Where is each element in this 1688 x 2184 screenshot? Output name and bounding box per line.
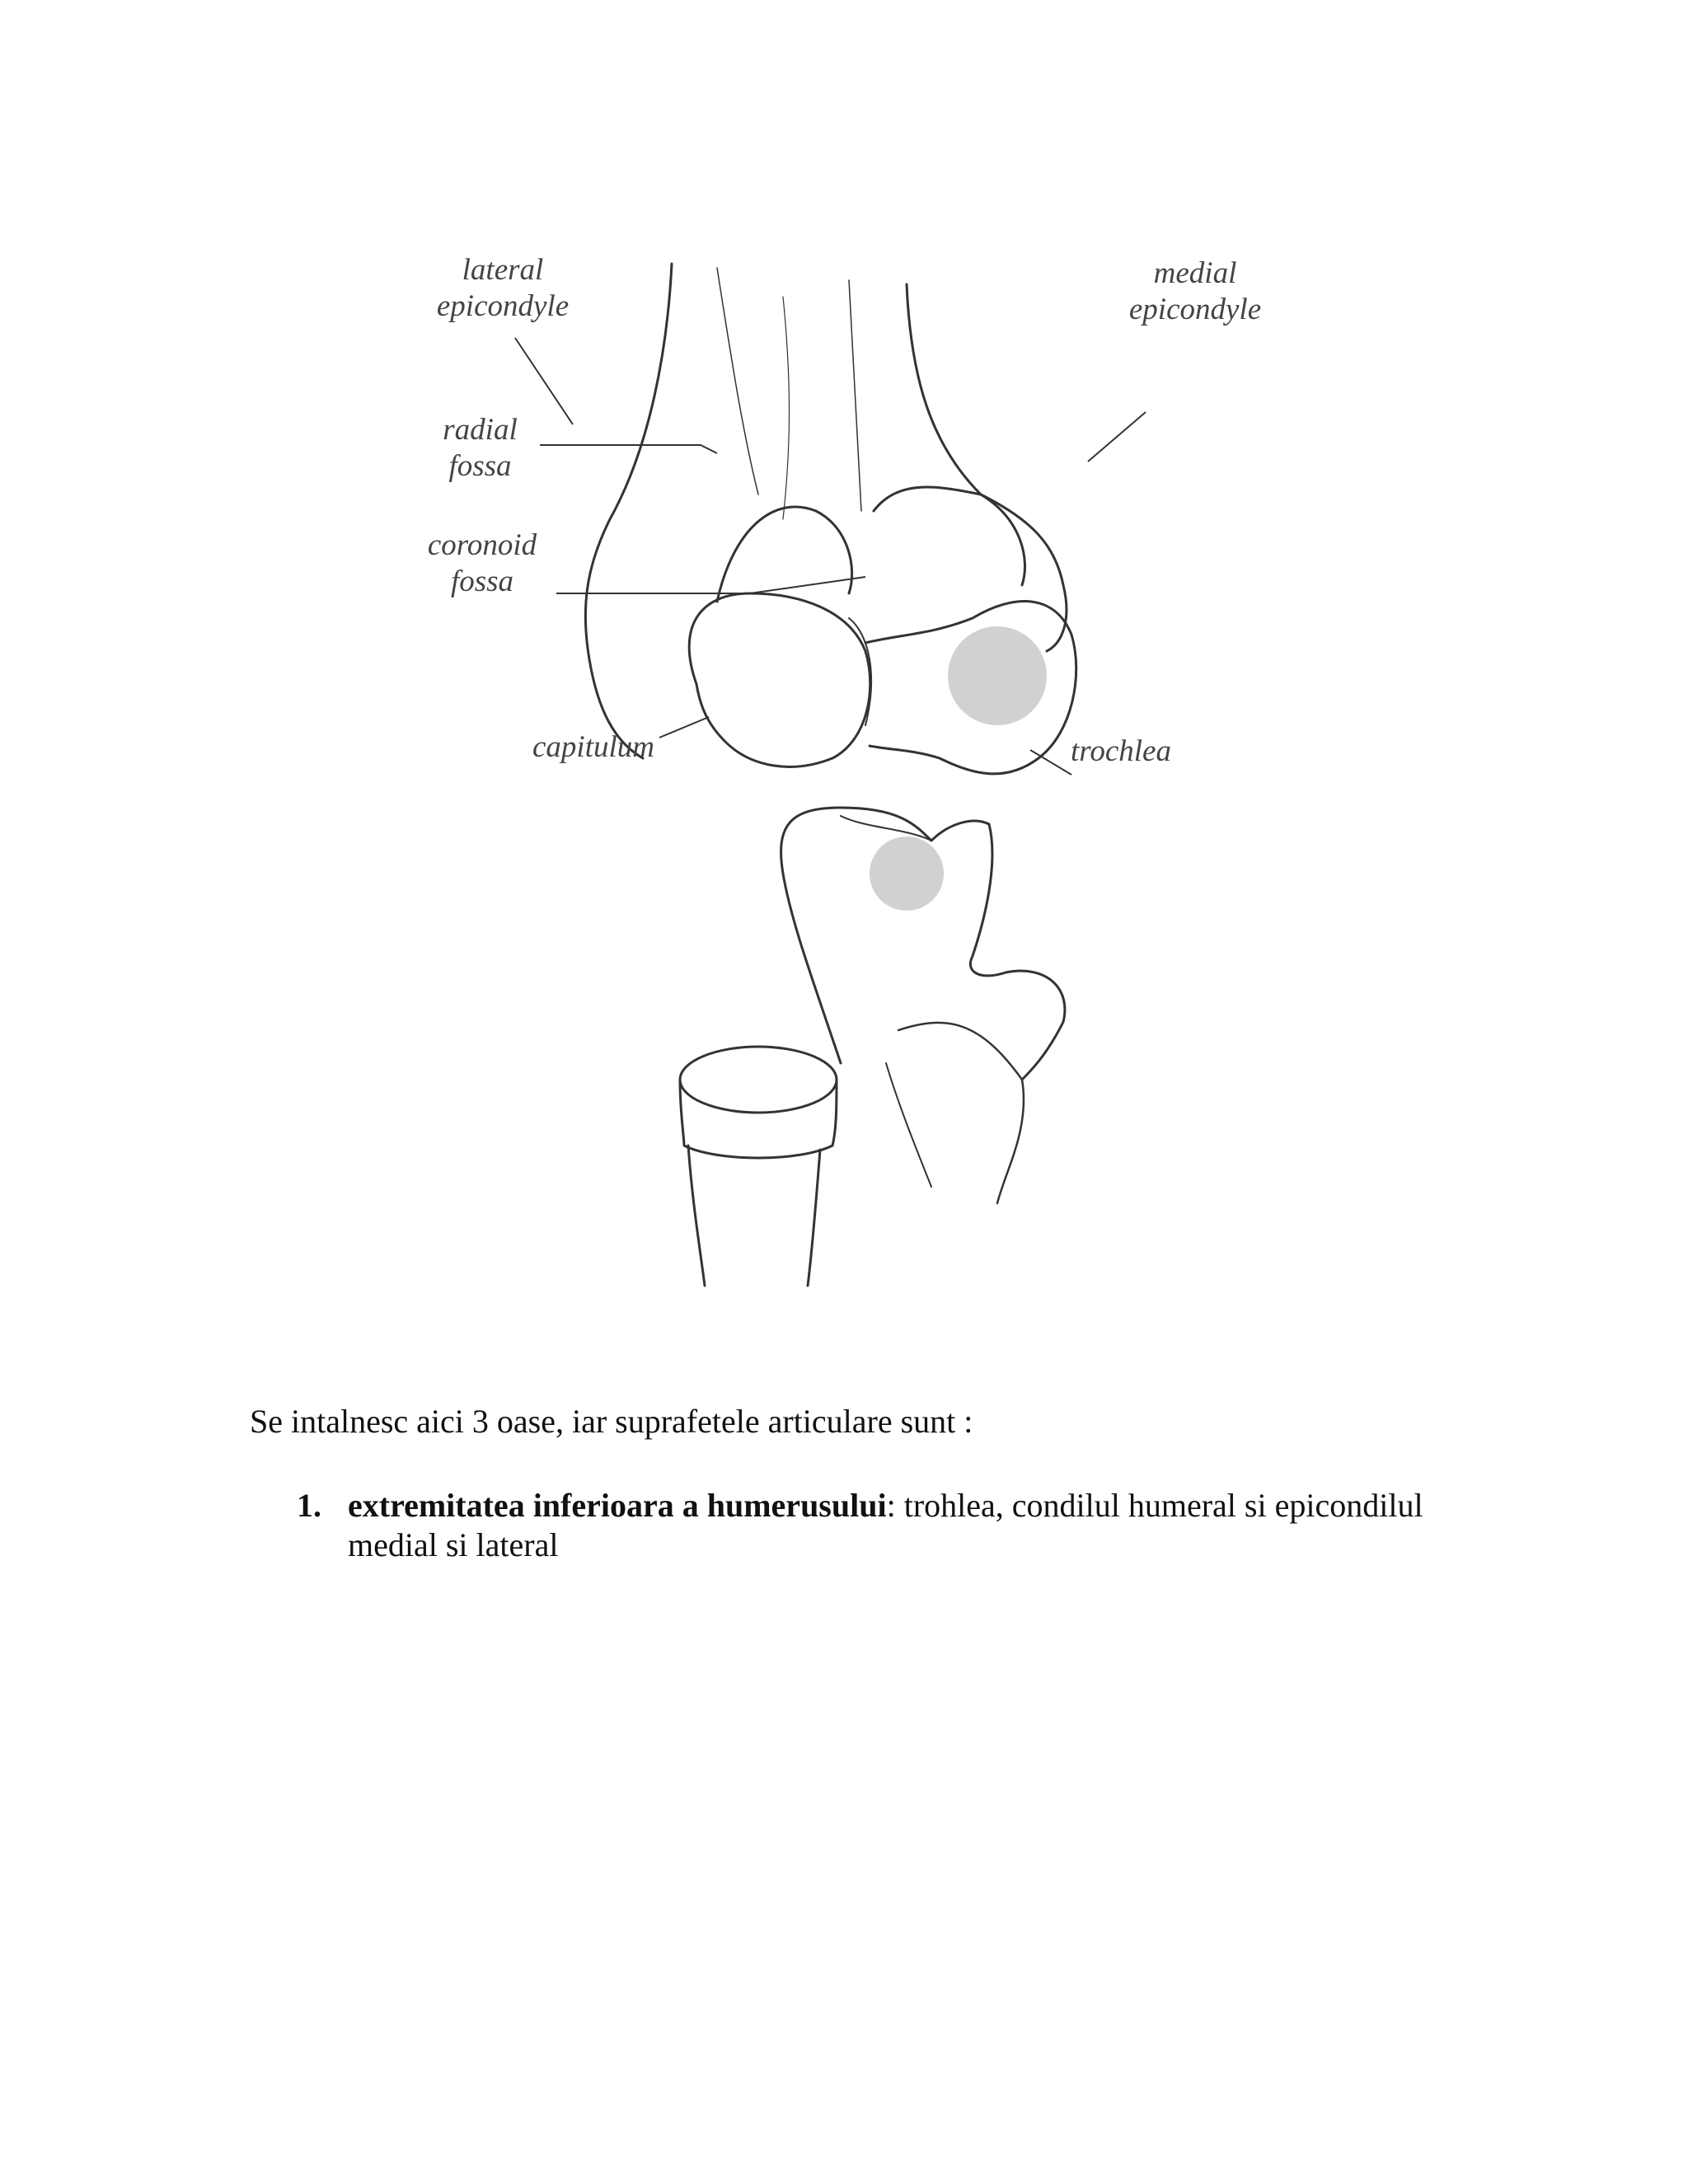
medial-epicondyle-leader xyxy=(1088,412,1146,462)
intro-paragraph: Se intalnesc aici 3 oase, iar suprafetele articulare sunt : xyxy=(250,1403,973,1440)
capitulum-outline xyxy=(689,593,870,766)
list-item-number: 1. xyxy=(297,1487,321,1524)
radial-fossa-leader xyxy=(540,445,717,453)
radial-fossa-outline xyxy=(717,507,852,602)
coronoid-fossa-leader xyxy=(556,577,865,593)
label-capitulum: capitulum xyxy=(532,730,654,764)
label-radial-fossa: radial fossa xyxy=(443,413,518,483)
list-item-bold: extremitatea inferioara a humerusului xyxy=(348,1487,887,1524)
label-medial-epicondyle: medial epicondyle xyxy=(1128,256,1262,326)
label-trochlea: trochlea xyxy=(1071,734,1171,768)
list-item-text xyxy=(348,1486,1502,1565)
humerus-shaft xyxy=(585,264,672,758)
label-coronoid-fossa: coronoid fossa xyxy=(427,528,537,598)
elbow-anatomy-figure xyxy=(404,247,1294,1319)
coronoid-fossa-outline xyxy=(874,487,1025,585)
list-item-rest: : trohlea, condilul humeral si epicondilul medial si lateral xyxy=(348,1487,1423,1563)
label-lateral-epicondyle: lateral epicondyle xyxy=(436,253,570,323)
elbow-bone-illustration xyxy=(404,247,1294,1319)
radial-head-outline xyxy=(680,1047,837,1113)
